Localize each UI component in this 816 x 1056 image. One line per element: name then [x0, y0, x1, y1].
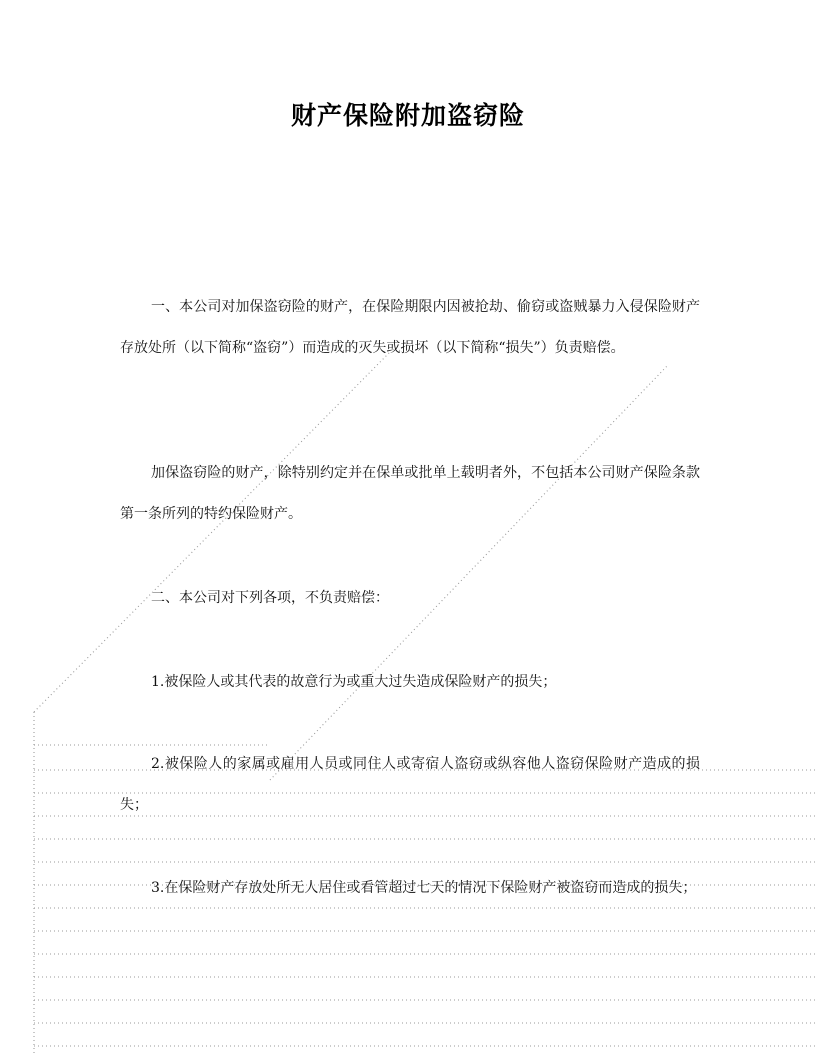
paragraph-5	[120, 744, 700, 826]
paragraph-text: 2.被保险人的家属或雇用人员或同住人或寄宿人盗窃或纵容他人盗窃保险财产造成的损失；	[120, 756, 700, 813]
paragraph-text: 二、本公司对下列各项，不负责赔偿：	[151, 590, 389, 606]
paragraph-text: 一、本公司对加保盗窃险的财产，在保险期限内因被抢劫、偷窃或盗贼暴力入侵保险财产存放处所（以下简称“盗窃”）而造成的灭失或损坏（以下简称“损失”）负责赔偿。	[120, 299, 700, 356]
paragraph-1	[120, 287, 700, 369]
paragraph-4	[120, 662, 700, 703]
paragraph-6	[120, 868, 700, 909]
paragraph-2	[120, 453, 700, 535]
paragraph-text: 1.被保险人或其代表的故意行为或重大过失造成保险财产的损失；	[151, 674, 557, 690]
document-title: 财产保险附加盗窃险	[290, 101, 525, 130]
paragraph-text: 3.在保险财产存放处所无人居住或看管超过七天的情况下保险财产被盗窃而造成的损失；	[151, 880, 697, 896]
paragraph-3	[120, 578, 700, 619]
paragraph-text: 加保盗窃险的财产，除特别约定并在保单或批单上载明者外，不包括本公司财产保险条款第一条所列的特约保险财产。	[120, 465, 700, 522]
